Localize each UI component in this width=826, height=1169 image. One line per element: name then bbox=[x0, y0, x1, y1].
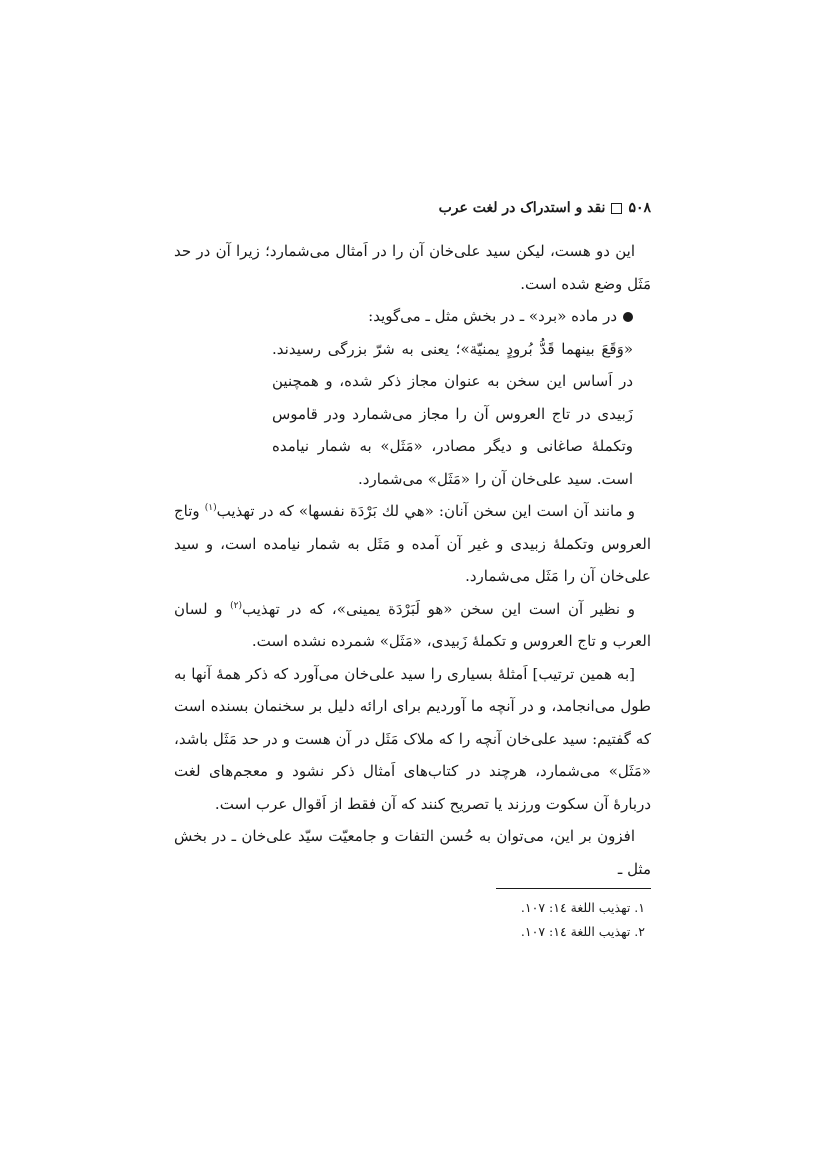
paragraph-3-text-b: و لسان العرب و تاج العروس و تکملهٔ زَبیدی، «مَثَل» شمرده نشده است. bbox=[174, 599, 651, 650]
running-title: نقد و استدراک در لغت عرب bbox=[438, 200, 606, 216]
paragraph-2-text-b: وتاج العروس وتکملهٔ زبیدی و غیر آن آمده و مَثَل به شمار نیامده است، و سید علی‌خان آن را مَثَل می‌شمارد. bbox=[174, 502, 651, 585]
paragraph-2 bbox=[174, 495, 651, 593]
footnote-divider bbox=[496, 888, 651, 889]
footnote-1: ۱. تهذیب اللغة ۱٤: ۱۰۷. bbox=[520, 900, 645, 915]
page-number: ۵۰۸ bbox=[628, 200, 651, 216]
paragraph-5: افزون بر این، می‌توان به حُسن التفات و جامعیّت سیّد علی‌خان ـ در بخش مثل ـ bbox=[174, 827, 651, 878]
square-box-icon bbox=[611, 203, 622, 214]
footnotes bbox=[174, 896, 651, 944]
bullet-item bbox=[174, 300, 651, 333]
bullet-icon bbox=[623, 312, 633, 322]
bullet-text: در ماده «برد» ـ در بخش مثل ـ می‌گوید: bbox=[368, 307, 617, 325]
running-header bbox=[175, 196, 651, 220]
paragraph-1: این دو هست، لیکن سید علی‌خان آن را در اَمثال می‌شمارد؛ زیرا آن در حد مَثَل وضع شده است. bbox=[174, 242, 651, 293]
main-body bbox=[174, 235, 651, 885]
paragraph-4: [به همین ترتیب] اَمثلهٔ بسیاری را سید علی‌خان می‌آورد که ذکر همهٔ آنها به طول می‌انجامد، و در آنچه ما آوردیم برای ارائه دلیل بر سخنمان بسنده است که گفتیم: سید علی‌خان آنچه را که ملاک مَثَل در آن هست و در حد مَثَل باشد، «مَثَل» می‌شمارد، هرچند در کتاب‌های اَمثال ذکر نشود و معجم‌های لغت دربارهٔ آن سکوت ورزند یا تصریح کنند که آن فقط از اَقوال عرب است. bbox=[174, 664, 651, 813]
paragraph-3-text-a: و نظیر آن است این سخن «هو لَبَرْدَة یمینی»، که در تهذیب bbox=[241, 599, 635, 618]
paragraph-2-text-a: و مانند آن است این سخن آنان: «هي لك بَرْدَة نفسها» که در تهذیب bbox=[216, 502, 635, 520]
paragraph-3 bbox=[174, 593, 651, 658]
footnote-2: ۲. تهذیب اللغة ۱٤: ۱۰۷. bbox=[520, 924, 645, 939]
footnote-ref-2: (۲) bbox=[230, 600, 242, 611]
quoted-passage: «وَقَعَ بینهما قَدُّ بُرودٍ یمنیّة»؛ یعنی به شرّ بزرگی رسیدند. در اَساس این سخن به عنوان مجاز ذکر شده، و همچنین زَبیدی در تاج العروس آن را مجاز می‌شمارد ودر قاموس وتکملهٔ صاغانی و دیگر مصادر، «مَثَل» به شمار نیامده است. سید علی‌خان آن را «مَثَل» می‌شمارد. bbox=[272, 339, 633, 488]
footnote-ref-1: (۱) bbox=[204, 503, 217, 513]
